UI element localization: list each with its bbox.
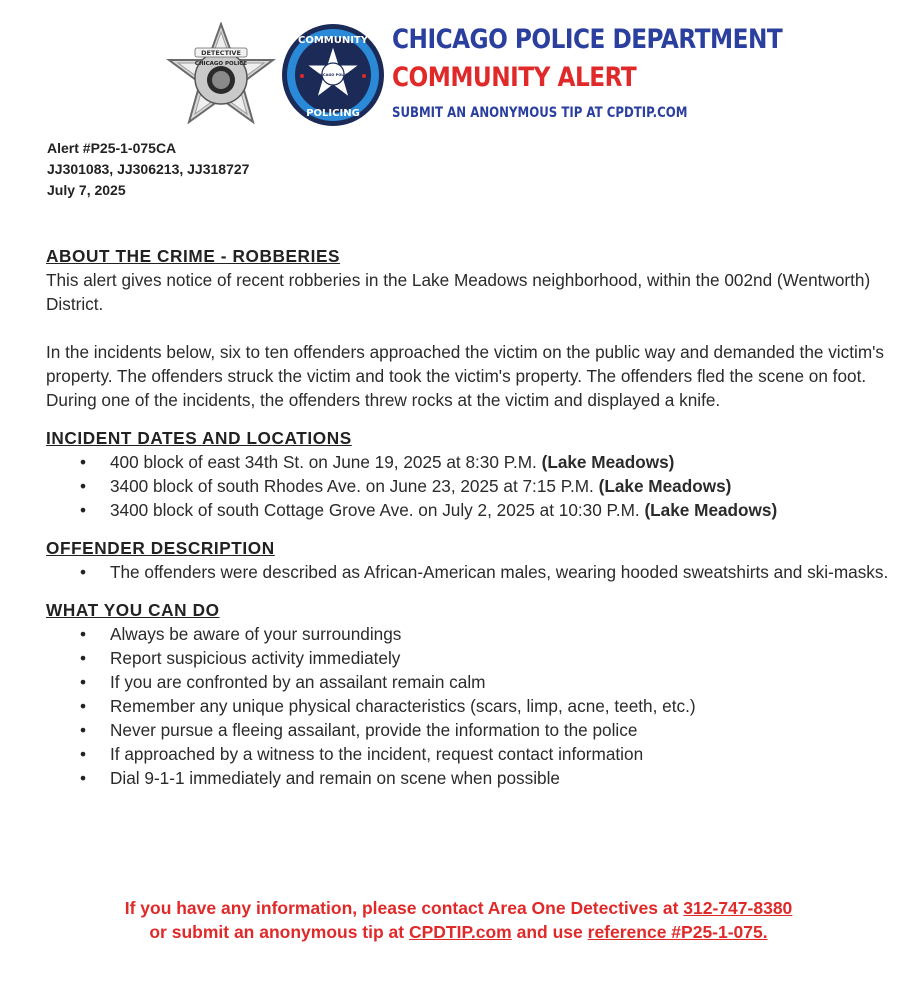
list-item: • Remember any unique physical characteristics (scars, limp, acne, teeth, etc.) xyxy=(80,694,896,718)
footer-use-text: and use xyxy=(516,922,583,942)
detective-badge-icon xyxy=(165,22,277,132)
alert-body xyxy=(46,244,896,790)
list-item: • If you are confronted by an assailant remain calm xyxy=(80,670,896,694)
alert-header xyxy=(0,0,917,135)
what-you-can-do-heading: WHAT YOU CAN DO xyxy=(46,600,220,620)
incident-area: (Lake Meadows) xyxy=(598,476,732,496)
community-badge-center-text: CHICAGO POLICE xyxy=(315,73,351,77)
incident-list xyxy=(80,450,896,522)
list-item: • If approached by a witness to the incident, request contact information xyxy=(80,742,896,766)
incident-area: (Lake Meadows) xyxy=(644,500,778,520)
alert-meta xyxy=(47,138,249,201)
list-item xyxy=(80,474,896,498)
list-item: • Report suspicious activity immediately xyxy=(80,646,896,670)
list-item: • Always be aware of your surroundings xyxy=(80,622,896,646)
case-numbers: JJ301083, JJ306213, JJ318727 xyxy=(47,161,250,177)
tip-site-link[interactable]: CPDTIP.com xyxy=(408,922,512,942)
title-block xyxy=(392,24,846,121)
footer-tip-text: or submit an anonymous tip at xyxy=(149,922,405,942)
about-heading: ABOUT THE CRIME - ROBBERIES xyxy=(46,246,341,266)
reference-number: reference #P25-1-075. xyxy=(587,922,768,942)
contact-footer xyxy=(0,896,917,944)
incident-text: 3400 block of south Cottage Grove Ave. on July 2, 2025 at 10:30 P.M. xyxy=(110,500,640,520)
incident-text: 3400 block of south Rhodes Ave. on June 23, 2025 at 7:15 P.M. xyxy=(110,476,594,496)
alert-date: July 7, 2025 xyxy=(47,182,126,198)
incident-text: 400 block of east 34th St. on June 19, 2025 at 8:30 P.M. xyxy=(110,452,537,472)
footer-line-2 xyxy=(0,920,917,944)
alert-title: COMMUNITY ALERT xyxy=(392,62,637,93)
footer-line-1 xyxy=(0,896,917,920)
incidents-heading: INCIDENT DATES AND LOCATIONS xyxy=(46,428,352,448)
about-paragraph-2: In the incidents below, six to ten offenders approached the victim on the public way and demanded the victim's property. The offenders struck the victim and took the victim's property. The offenders fled the scene on foot. During one of the incidents, the offenders threw rocks at the victim and displayed a knife. xyxy=(46,342,885,410)
footer-contact-text: If you have any information, please contact Area One Detectives at xyxy=(124,898,679,918)
list-item xyxy=(80,498,896,522)
offender-list xyxy=(80,560,896,584)
list-item: • Dial 9-1-1 immediately and remain on scene when possible xyxy=(80,766,896,790)
department-title: CHICAGO POLICE DEPARTMENT xyxy=(392,24,783,55)
about-paragraph-1: This alert gives notice of recent robberies in the Lake Meadows neighborhood, within the 002nd (Wentworth) District. xyxy=(46,270,871,314)
detective-badge-ring-text: CHICAGO POLICE xyxy=(194,61,248,67)
community-badge-top-text: COMMUNITY xyxy=(297,35,369,46)
community-policing-badge-icon xyxy=(280,22,386,128)
list-item: • The offenders were described as African-American males, wearing hooded sweatshirts and ski-masks. xyxy=(80,560,896,584)
incident-area: (Lake Meadows) xyxy=(541,452,675,472)
community-badge-bottom-text: POLICING xyxy=(306,108,360,119)
tip-line: SUBMIT AN ANONYMOUS TIP AT CPDTIP.COM xyxy=(392,105,688,121)
detective-badge-top-text: DETECTIVE xyxy=(201,49,241,57)
offender-heading: OFFENDER DESCRIPTION xyxy=(46,538,275,558)
alert-number: Alert #P25-1-075CA xyxy=(47,140,177,156)
list-item xyxy=(80,450,896,474)
tips-list xyxy=(80,622,896,790)
phone-link[interactable]: 312-747-8380 xyxy=(683,898,793,918)
list-item: • Never pursue a fleeing assailant, provide the information to the police xyxy=(80,718,896,742)
